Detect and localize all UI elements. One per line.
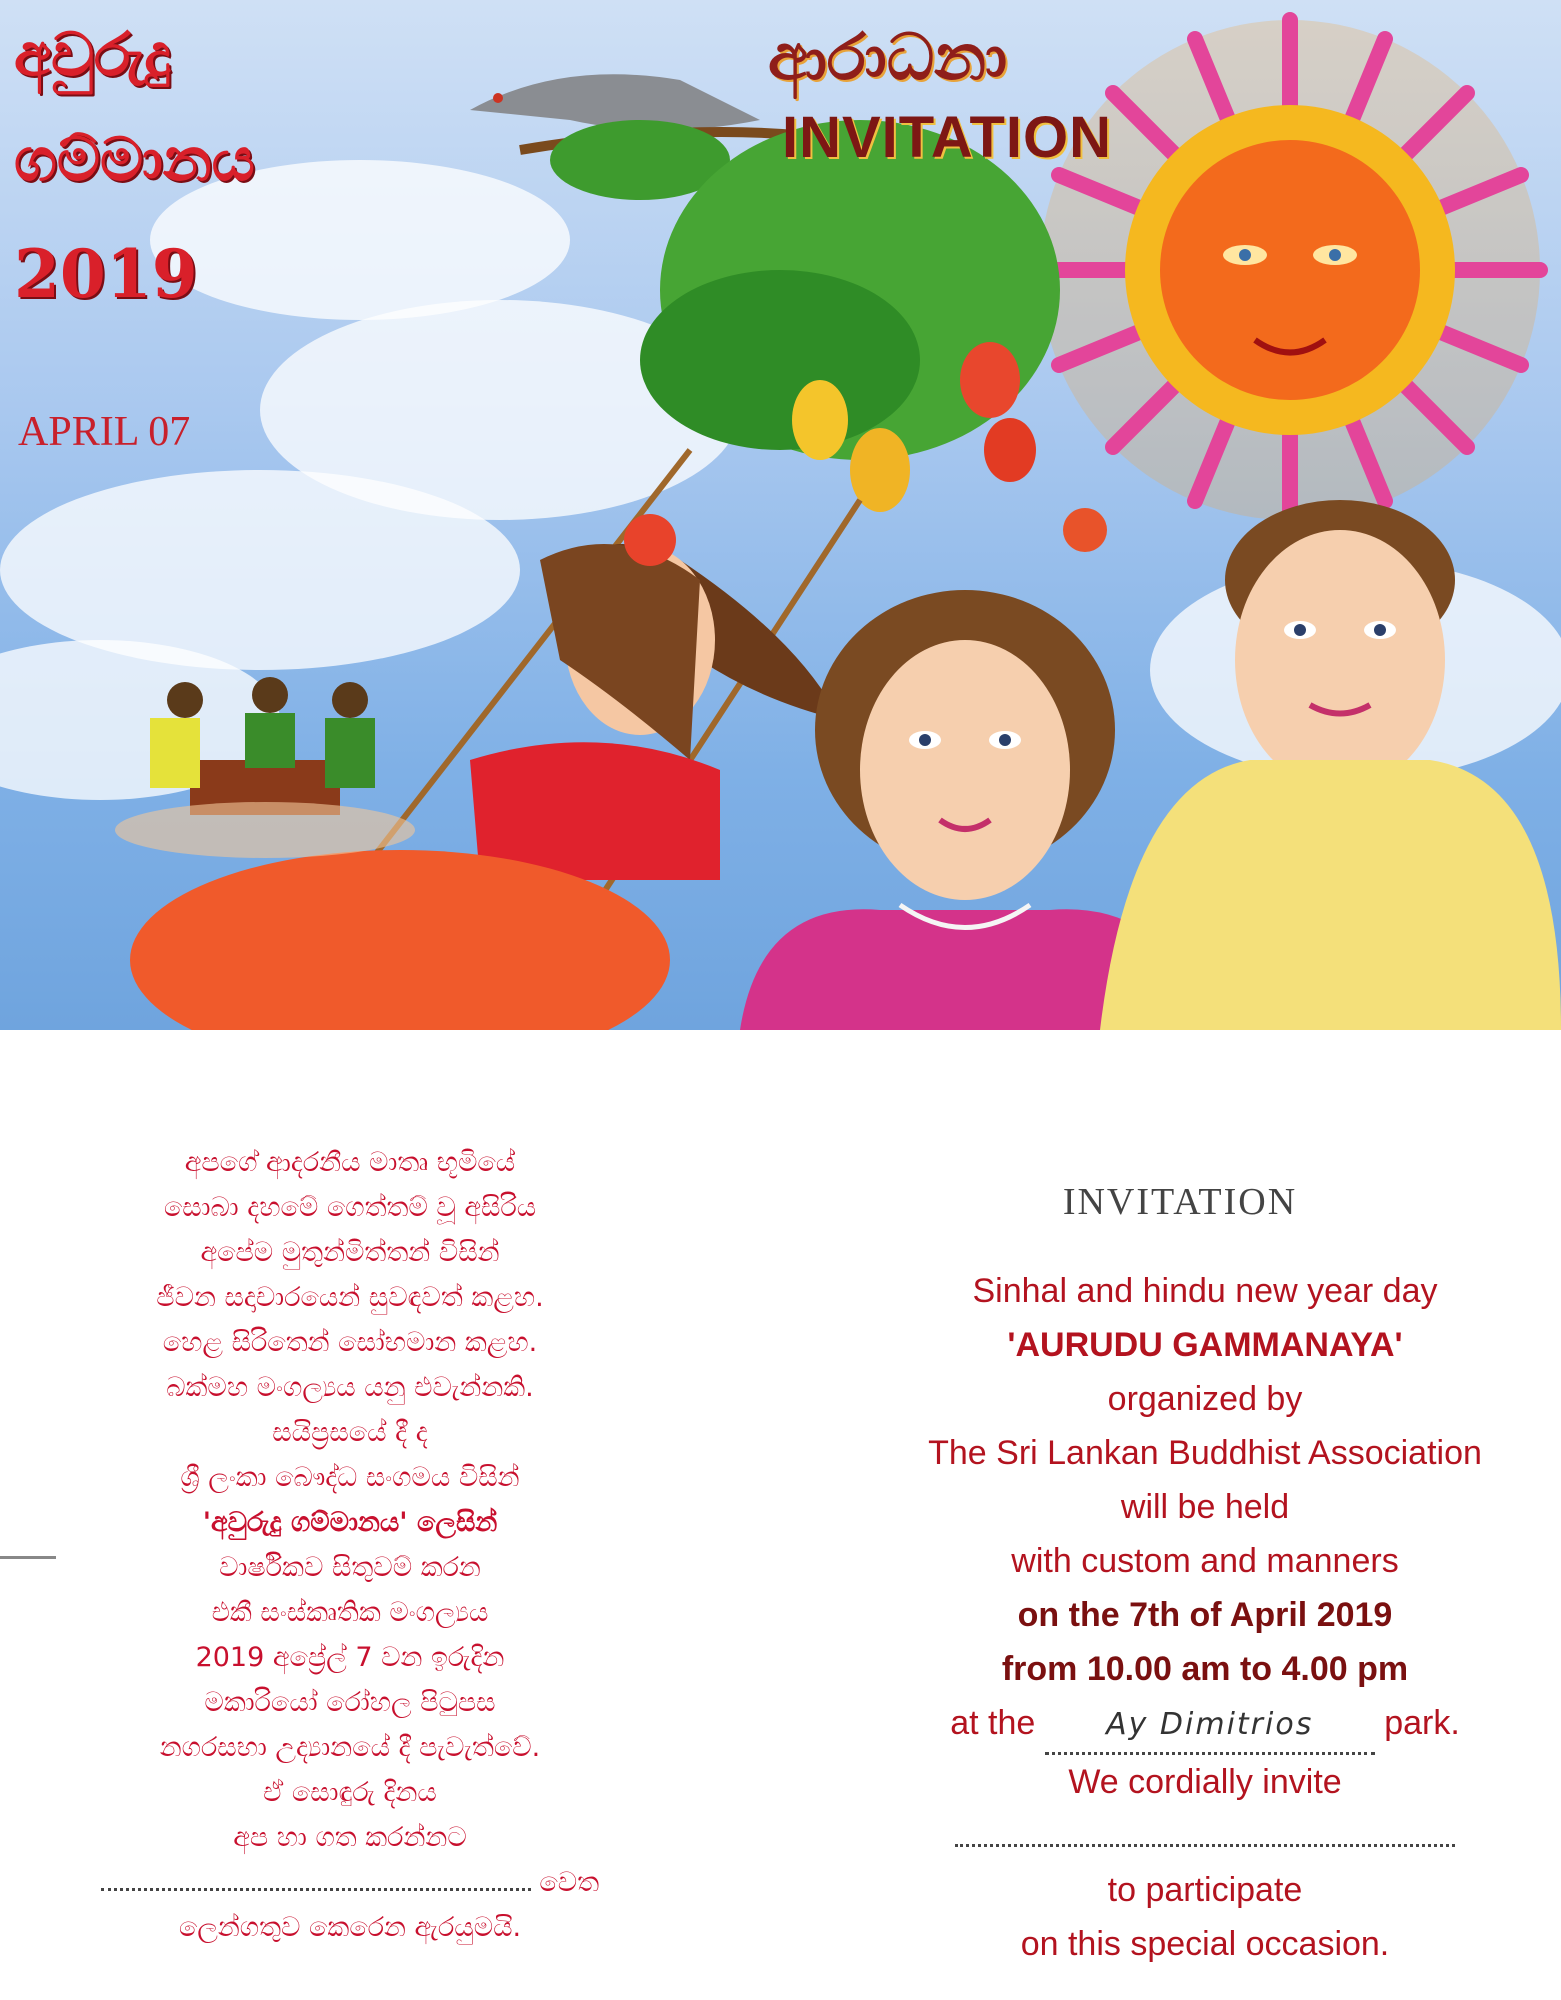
venue-suffix: park. bbox=[1384, 1704, 1460, 1742]
invitation-line: will be held bbox=[1120, 1488, 1290, 1526]
sinhala-line: ලෙන්ගතුව කෙරෙන ඇරයුමයි. bbox=[178, 1912, 522, 1943]
sinhala-invitation-text bbox=[40, 1140, 660, 1950]
cover-invitation-title: INVITATION bbox=[782, 105, 1113, 170]
cover-title-line1: අවුරුදු bbox=[14, 20, 171, 90]
invitation-line: to participate bbox=[1107, 1871, 1303, 1909]
event-date: on the 7th of April 2019 bbox=[1017, 1596, 1393, 1634]
event-name: 'AURUDU GAMMANAYA' bbox=[1007, 1326, 1403, 1364]
venue-handwritten: Ay Dimitrios bbox=[1106, 1707, 1314, 1742]
guest-name-line bbox=[880, 1809, 1530, 1863]
village-women bbox=[115, 677, 415, 858]
sinhala-line: වාර්ෂිකව සිතුවම් කරන bbox=[219, 1552, 481, 1583]
invitation-line: Sinhal and hindu new year day bbox=[972, 1272, 1438, 1310]
sinhala-line: 2019 අප්‍රේල් 7 වන ඉරුදින bbox=[195, 1642, 505, 1673]
invitation-line: with custom and manners bbox=[1011, 1542, 1399, 1580]
sinhala-line: මකාරියෝ රෝහල පිටුපස bbox=[204, 1687, 496, 1718]
sinhala-line: අපේම මුතුන්මිත්තන් විසින් bbox=[200, 1237, 500, 1268]
invitation-heading: INVITATION bbox=[1062, 1181, 1298, 1223]
sinhala-line: අප හා ගත කරන්නට bbox=[233, 1822, 467, 1853]
guest-name-blank[interactable] bbox=[955, 1844, 1455, 1847]
sinhala-line: සයිප්‍රසයේ දී ද bbox=[272, 1417, 428, 1448]
cover-aradhana-title: ආරාධනා bbox=[768, 20, 1008, 95]
invitation-line: on this special occasion. bbox=[1020, 1925, 1390, 1963]
cover-title-line2: ගම්මානය bbox=[14, 125, 255, 195]
sinhala-line: ඒ සොඳුරු දිනය bbox=[263, 1777, 437, 1808]
event-time: from 10.00 am to 4.00 pm bbox=[1001, 1650, 1409, 1688]
sinhala-line: සොබා දහමේ ගෙත්තම් වූ අසිරිය bbox=[163, 1192, 537, 1223]
sun-icon bbox=[1040, 20, 1540, 520]
english-invitation-text bbox=[880, 1180, 1530, 1971]
cover-year: 2019 bbox=[14, 235, 198, 313]
venue-blank[interactable] bbox=[1045, 1696, 1375, 1755]
sinhala-line: අපගේ ආදරනීය මාතෘ භූමියේ bbox=[184, 1147, 516, 1178]
invitee-name-blank[interactable] bbox=[101, 1888, 531, 1891]
venue-line bbox=[880, 1696, 1530, 1755]
tree-branch bbox=[520, 120, 1107, 552]
venue-prefix: at the bbox=[950, 1704, 1036, 1742]
invitation-line: organized by bbox=[1107, 1380, 1303, 1418]
sinhala-line: බක්මහ මංගල්‍යය යනු එවැන්නකි. bbox=[166, 1372, 534, 1403]
sinhala-line: නගරසභා උද්‍යානයේ දී පැවැත්වේ. bbox=[159, 1732, 541, 1763]
sinhala-line-event-name: 'අවුරුදු ගම්මානය' ලෙසින් bbox=[202, 1507, 498, 1538]
sinhala-line: ශ්‍රී ලංකා බෞද්ධ සංගමය විසින් bbox=[180, 1462, 520, 1493]
sinhala-line: හෙළ සිරිතෙන් සෝභමාන කළහ. bbox=[162, 1327, 538, 1358]
sinhala-line: වෙත bbox=[539, 1867, 600, 1898]
invitation-line: We cordially invite bbox=[1068, 1763, 1342, 1801]
cover-date: APRIL 07 bbox=[18, 409, 191, 455]
sinhala-line: එකී සංස්කෘතික මංගල්‍යය bbox=[211, 1597, 489, 1628]
sinhala-line: ජීවන සදාචාරයෙන් සුවඳවත් කළහ. bbox=[156, 1282, 544, 1313]
sinhala-name-field-line bbox=[40, 1860, 660, 1905]
boy-right bbox=[1100, 500, 1561, 1030]
organizer-name: The Sri Lankan Buddhist Association bbox=[928, 1434, 1482, 1472]
